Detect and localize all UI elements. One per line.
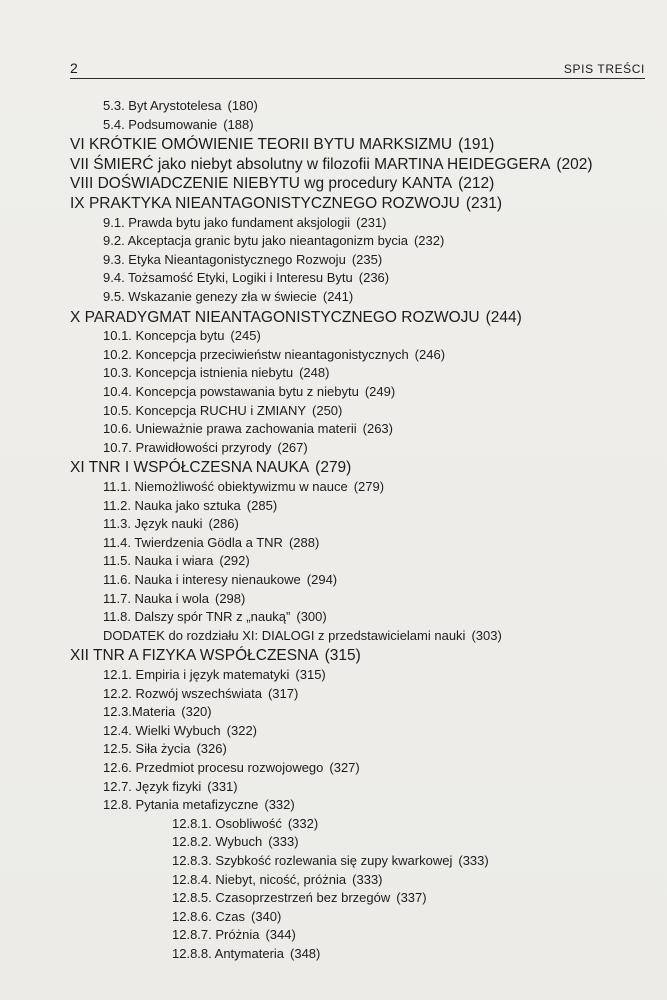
- toc-entry-title: 12.8.4. Niebyt, nicość, próżnia: [172, 871, 347, 887]
- toc-entry-title: 12.8.1. Osobliwość: [172, 815, 282, 831]
- toc-entry: [103, 328, 261, 344]
- toc-entry: [103, 572, 337, 588]
- toc-entry-title: VII ŚMIERĆ jako niebyt absolutny w filozofii MARTINA HEIDEGGERA: [70, 155, 551, 173]
- toc-entry-page: (332): [287, 815, 319, 831]
- toc-entry-page: (333): [268, 834, 299, 850]
- toc-entry-page: (333): [458, 853, 489, 868]
- toc-entry-page: (344): [265, 927, 296, 943]
- toc-entry-title: 11.7. Nauka i wola: [103, 590, 209, 606]
- toc-entry: [172, 853, 489, 869]
- toc-entry-title: 12.5. Siła życia: [103, 741, 191, 757]
- toc-entry-page: (188): [223, 116, 254, 132]
- toc-entry-page: (245): [230, 328, 261, 344]
- toc-entry: [103, 365, 329, 381]
- toc-entry: [103, 403, 342, 419]
- toc-entry-title: 12.2. Rozwój wszechświata: [103, 685, 262, 701]
- toc-entry-title: 11.8. Dalszy spór TNR z „nauką”: [103, 609, 291, 625]
- toc-entry-page: (300): [296, 609, 327, 625]
- toc-entry: [103, 723, 257, 739]
- toc-entry: [103, 667, 326, 683]
- toc-entry-title: 12.8.5. Czasoprzestrzeń bez brzegów: [172, 890, 391, 906]
- toc-entry-page: (294): [306, 572, 338, 587]
- toc-entry: [103, 270, 389, 286]
- toc-entry: [103, 797, 295, 813]
- toc-entry: [103, 384, 395, 400]
- toc-entry-title: 12.8.6. Czas: [172, 908, 245, 924]
- toc-entry-page: (231): [465, 195, 503, 212]
- toc-entry-title: 10.1. Koncepcja bytu: [103, 328, 225, 344]
- toc-entry-title: 11.4. Twierdzenia Gödla a TNR: [103, 534, 283, 550]
- toc-entry: [103, 440, 308, 456]
- toc-entry: [103, 233, 444, 249]
- toc-entry-title: 10.7. Prawidłowości przyrody: [103, 439, 272, 455]
- toc-entry-page: (340): [251, 908, 282, 924]
- toc-entry: [103, 479, 384, 495]
- toc-entry: [103, 252, 382, 268]
- toc-entry: [103, 609, 327, 625]
- toc-entry-page: (267): [277, 439, 308, 455]
- toc-entry-title: 10.3. Koncepcja istnienia niebytu: [103, 365, 294, 381]
- toc-entry-page: (202): [556, 155, 593, 173]
- toc-entry-page: (263): [362, 421, 393, 437]
- toc-entry: [103, 498, 277, 514]
- toc-entry-title: 12.8.2. Wybuch: [172, 834, 263, 850]
- toc-entry-title: XII TNR A FIZYKA WSPÓŁCZESNA: [70, 647, 319, 665]
- toc-entry-page: (246): [414, 346, 446, 362]
- toc-entry-page: (249): [364, 384, 396, 399]
- toc-entry-page: (241): [322, 289, 354, 304]
- toc-entry: [103, 347, 445, 363]
- toc-entry-page: (332): [264, 797, 295, 813]
- toc-entry-title: XI TNR I WSPÓŁCZESNA NAUKA: [70, 459, 310, 477]
- toc-entry-page: (285): [246, 497, 278, 513]
- toc-entry-page: (244): [485, 308, 522, 326]
- toc-entry-title: 11.6. Nauka i interesy nienaukowe: [103, 572, 301, 587]
- toc-entry-page: (315): [324, 647, 361, 665]
- toc-entry: [103, 516, 239, 532]
- toc-entry: [172, 872, 383, 888]
- toc-entry-page: (180): [227, 98, 258, 113]
- toc-entry-page: (191): [458, 136, 495, 154]
- toc-entry-page: (303): [471, 627, 502, 643]
- toc-entry-page: (292): [219, 553, 250, 569]
- toc-entry-title: 9.3. Etyka Nieantagonistycznego Rozwoju: [103, 251, 346, 267]
- toc-entry-title: 12.7. Język fizyki: [103, 778, 202, 794]
- toc-entry-title: 11.1. Niemożliwość obiektywizmu w nauce: [103, 479, 348, 494]
- page-number: 2: [70, 60, 78, 76]
- page-header: [70, 60, 645, 80]
- toc-entry: [103, 760, 360, 776]
- toc-entry-page: (279): [353, 479, 385, 494]
- toc-entry-page: (327): [329, 760, 360, 775]
- toc-entry-title: 9.4. Tożsamość Etyki, Logiki i Interesu Bytu: [103, 270, 353, 286]
- toc-entry-page: (317): [267, 685, 299, 701]
- toc-entry: [70, 175, 494, 193]
- toc-entry-title: 12.4. Wielki Wybuch: [103, 722, 221, 738]
- toc-entry-page: (337): [396, 890, 427, 906]
- toc-entry-title: VI KRÓTKIE OMÓWIENIE TEORII BYTU MARKSIZMU: [70, 136, 453, 154]
- toc-entry: [103, 741, 227, 757]
- toc-entry: [70, 309, 522, 327]
- running-title: SPIS TREŚCI: [563, 62, 645, 76]
- toc-entry-title: 12.8. Pytania metafizyczne: [103, 797, 259, 813]
- toc-entry-page: (333): [352, 871, 383, 887]
- toc-entry: [103, 117, 254, 133]
- toc-entry-page: (331): [207, 778, 238, 794]
- toc-entry-title: 10.2. Koncepcja przeciwieństw nieantagonistycznych: [103, 346, 409, 362]
- toc-entry-page: (248): [299, 365, 330, 381]
- toc-entry: [172, 946, 320, 962]
- toc-entry-title: 12.8.8. Antymateria: [172, 946, 285, 961]
- toc-entry: [70, 195, 502, 213]
- toc-entry: [70, 647, 361, 665]
- toc-entry-title: 10.6. Unieważnie prawa zachowania materii: [103, 421, 357, 437]
- toc-entry: [172, 834, 299, 850]
- toc-entry: [172, 927, 296, 943]
- toc-entry-title: DODATEK do rozdziału XI: DIALOGI z przedstawicielami nauki: [103, 627, 466, 643]
- toc-entry: [103, 289, 353, 305]
- toc-entry-title: 9.5. Wskazanie genezy zła w świecie: [103, 289, 317, 304]
- toc-entry-title: 11.3. Język nauki: [103, 516, 203, 532]
- toc-entry-page: (288): [288, 534, 320, 550]
- toc-entry: [103, 704, 212, 720]
- toc-entry-page: (232): [413, 233, 445, 249]
- toc-entry-title: 9.2. Akceptacja granic bytu jako nieantagonizm bycia: [103, 233, 408, 249]
- toc-entry: [103, 98, 258, 114]
- toc-entry-title: 10.4. Koncepcja powstawania bytu z niebytu: [103, 384, 359, 399]
- toc-entry: [103, 535, 319, 551]
- toc-entry-title: 9.1. Prawda bytu jako fundament aksjologii: [103, 214, 351, 230]
- toc-entry-page: (250): [312, 402, 343, 418]
- toc-entry-title: 5.4. Podsumowanie: [103, 116, 218, 132]
- toc-entry-page: (231): [356, 214, 387, 230]
- toc-entry-title: 12.6. Przedmiot procesu rozwojowego: [103, 760, 324, 775]
- toc-entry: [172, 816, 318, 832]
- toc-entry: [103, 686, 298, 702]
- toc-entry: [70, 459, 351, 477]
- toc-entry-page: (236): [358, 270, 390, 286]
- toc-entry: [103, 628, 502, 644]
- toc-entry-page: (235): [351, 251, 383, 267]
- toc-entry-title: 12.3.Materia: [103, 704, 176, 720]
- toc-entry: [172, 890, 427, 906]
- toc-entry-page: (320): [181, 704, 212, 720]
- toc-entry: [172, 909, 281, 925]
- toc-entry-page: (212): [458, 175, 495, 193]
- toc-entry-title: VIII DOŚWIADCZENIE NIEBYTU wg procedury KANTA: [70, 175, 453, 193]
- toc-entry: [103, 779, 238, 795]
- toc-entry: [103, 553, 250, 569]
- toc-entry-title: 11.5. Nauka i wiara: [103, 553, 214, 569]
- toc-entry-title: 10.5. Koncepcja RUCHU i ZMIANY: [103, 402, 307, 418]
- toc-entry-page: (298): [215, 590, 246, 606]
- toc-entry-title: 5.3. Byt Arystotelesa: [103, 98, 222, 113]
- toc-entry-page: (348): [290, 946, 321, 961]
- toc-entry-title: IX PRAKTYKA NIEANTAGONISTYCZNEGO ROZWOJU: [70, 195, 460, 212]
- toc-entry-page: (326): [196, 741, 227, 757]
- toc-entry-title: 12.8.7. Próżnia: [172, 927, 260, 943]
- toc-entry-page: (322): [226, 722, 258, 738]
- toc-entry: [103, 215, 387, 231]
- toc-entry-title: X PARADYGMAT NIEANTAGONISTYCZNEGO ROZWOJU: [70, 308, 480, 326]
- toc-entry: [103, 591, 245, 607]
- toc-entry: [103, 421, 393, 437]
- toc-entry-page: (286): [208, 516, 239, 532]
- toc-entry-title: 12.1. Empiria i język matematyki: [103, 667, 290, 682]
- toc-entry-page: (279): [315, 459, 352, 477]
- toc-entry-title: 12.8.3. Szybkość rozlewania się zupy kwarkowej: [172, 853, 453, 868]
- toc-entry: [70, 136, 494, 154]
- toc-entry: [70, 156, 593, 174]
- toc-entry-page: (315): [295, 667, 326, 682]
- header-rule: [70, 78, 645, 79]
- toc-entry-title: 11.2. Nauka jako sztuka: [103, 497, 241, 513]
